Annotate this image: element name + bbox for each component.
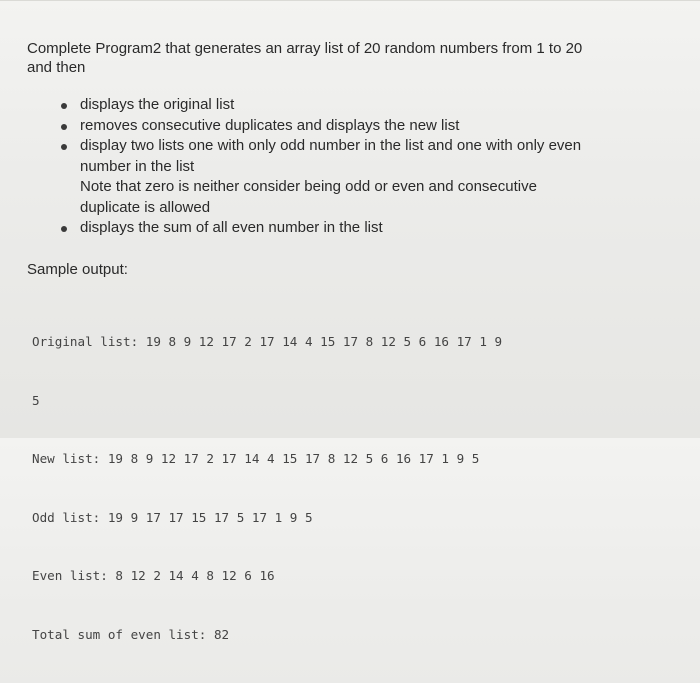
bullet-dot-icon	[61, 124, 67, 130]
bullet-dot-icon	[61, 144, 67, 150]
output-original-list: Original list: 19 8 9 12 17 2 17 14 4 15 17 8 12 5 6 16 17 1 9	[32, 334, 503, 349]
requirement-text: display two lists one with only odd number in the list and one with only even	[80, 137, 582, 154]
sample-output-block	[32, 293, 672, 683]
output-even-list: Even list: 8 12 2 14 4 8 12 6 16	[32, 568, 275, 583]
intro-line-1: Complete Program2 that generates an array list of 20 random numbers from 1 to 20	[27, 40, 583, 57]
output-original-list-wrap: 5	[32, 392, 40, 408]
requirement-note: duplicate is allowed	[80, 198, 211, 216]
output-odd-list: Odd list: 19 9 17 17 15 17 5 17 1 9 5	[32, 509, 313, 525]
assignment-intro	[27, 39, 667, 77]
output-new-list: New list: 19 8 9 12 17 2 17 14 4 15 17 8 12 5 6 16 17 1 9 5	[32, 451, 480, 466]
bullet-dot-icon	[61, 103, 67, 109]
requirement-item-sum	[58, 218, 658, 239]
requirement-text: displays the sum of all even number in the list	[80, 219, 383, 236]
requirements-list	[58, 95, 658, 239]
requirement-item-original	[58, 95, 658, 116]
requirement-item-remove-duplicates	[58, 116, 658, 137]
requirement-text: displays the original list	[80, 96, 235, 113]
sample-output-label: Sample output:	[27, 261, 128, 278]
bullet-dot-icon	[61, 226, 67, 232]
requirement-item-odd-even	[58, 136, 658, 218]
output-total-sum: Total sum of even list: 82	[32, 626, 230, 642]
intro-line-2: and then	[27, 59, 86, 76]
requirement-note: Note that zero is neither consider being odd or even and consecutive	[80, 178, 537, 195]
requirement-text: number in the list	[80, 157, 195, 175]
requirement-text: removes consecutive duplicates and displays the new list	[80, 116, 460, 134]
